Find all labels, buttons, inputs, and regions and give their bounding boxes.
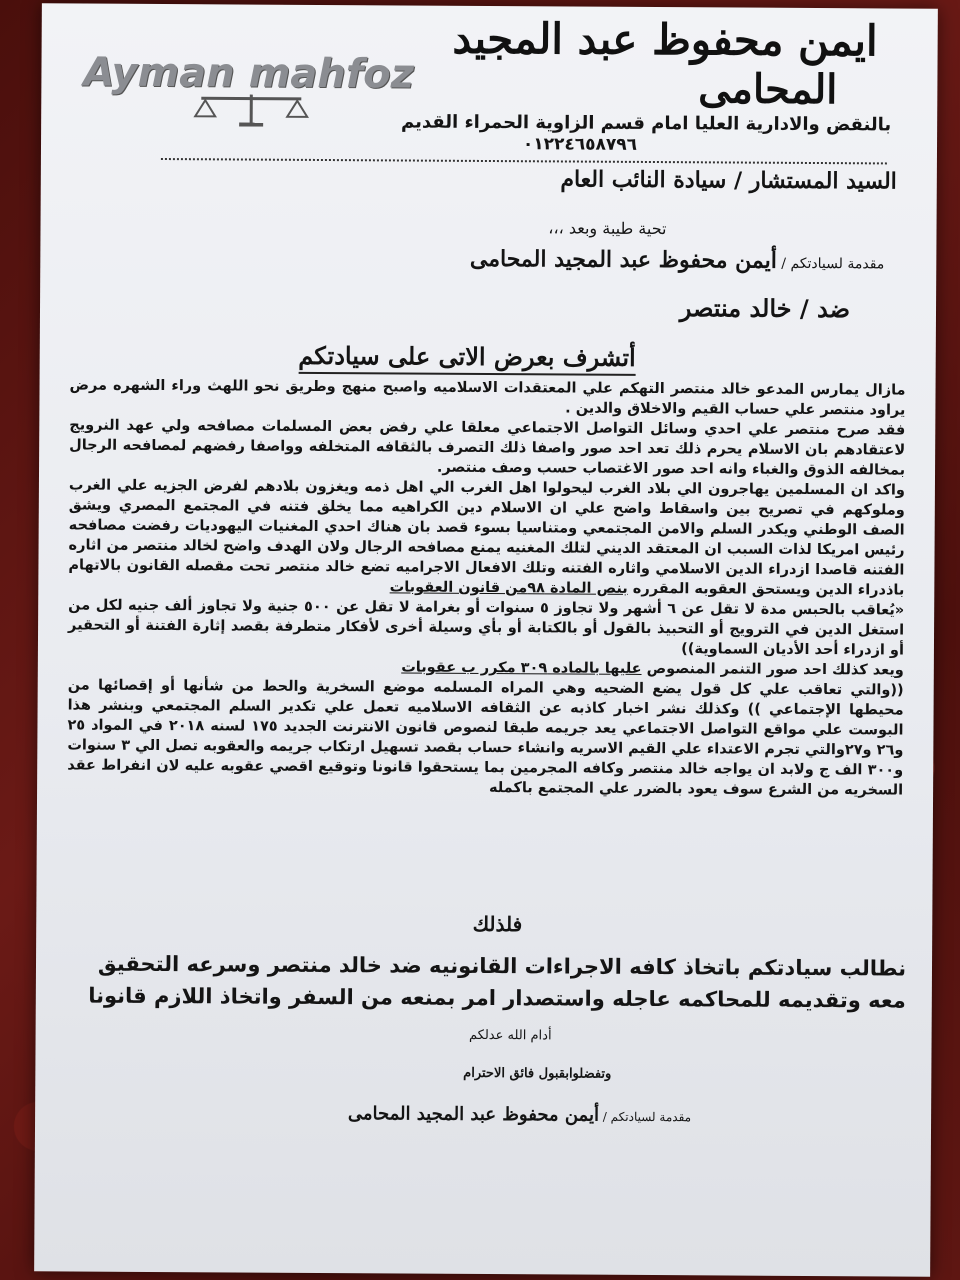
demand-paragraph: نطالب سيادتكم باتخاذ كافه الاجراءات القانونيه ضد خالد منتصر وسرعه التحقيق معه وتقديمه للمحاكمه عاجله واستصدار امر بمنعه من السفر واتخاذ اللازم قانونا <box>88 951 907 1013</box>
body-paragraph: مازال يمارس المدعو خالد منتصر التهكم علي المعتقدات الاسلاميه واصبح منهج وطريق نحو اللهث وراء الشهره مرض يراود منتصر علي حساب القيم والاخلاق والدين . <box>69 377 906 419</box>
body-paragraph: ((والتي تعاقب علي كل قول يضع الضحيه وهي المراه المسلمه موضع السخرية والحط من شأنها أو إقصائها من محيطها الإجتماعي )) وكذلك نشر اخبار كاذبه عن الثقافه الاسلاميه تعمل علي تكدير السلم المجتمعي وبنشر هذا البوست علي مواقع التواصل الاجتماعي يعد جريمه طبقا لنصوص قانون الانترنت الجديد ١٧٥ لسنه ٢٠١٨ في المواد ٢٥ و٢٦ و٢٧والتي تجرم الاعتداء علي القيم الاسريه وانشاء حساب بقصد تسهيل ارتكاب جريمه والعقوبه تصل الي ٣ سنوات و٣٠٠ الف ج ولابد ان يواجه خالد منتصر وكافه المجرمين بما يستحقوا قانونا وتوقيع اقصي عقوبه عليه لان انفراط عقد السخريه من الشرع سوف يعود بالضرر علي المجتمع باكمله <box>67 677 904 799</box>
therefore-heading: فلذلك <box>472 911 523 937</box>
complaint-body <box>67 375 906 800</box>
law-article-ref: بنص المادة ٩٨من قانون العقوبات <box>389 579 628 597</box>
submitter-name: أيمن محفوظ عبد المجيد المحامى <box>469 245 777 274</box>
logo-text: Ayman mahfoz <box>83 49 415 98</box>
closing-respect: وتفضلوابقبول فائق الاحترام <box>463 1065 612 1082</box>
lawyer-subtitle: بالنقض والادارية العليا امام قسم الزاوية الحمراء القديم <box>401 111 892 136</box>
greeting-line: تحية طيبة وبعد ،،، <box>548 218 667 239</box>
signature-name: أيمن محفوظ عبد المجيد المحامى <box>347 1103 600 1126</box>
submitter-prefix: مقدمة لسيادتكم / <box>781 255 885 273</box>
body-text: ويعد كذلك احد صور التنمر المنصوص <box>646 660 904 679</box>
body-paragraph: فقد صرح منتصر علي احدي وسائل التواصل الاجتماعي معلقا علي رفض بعض المسلمات مصافحه ولي عهد النرويج لاعتقادهم بان الاسلام يحرم ذلك تعد احد صور واصفا ذلك التصرف بالثقافه المتخلفه وواصفا رفضهم لمصافحه الرجال بمخالفه الذوق والغباء وانه احد صور الاغتصاب حسب وصف منتصر. <box>69 417 906 479</box>
defendant-line: ضد / خالد منتصر <box>679 293 851 324</box>
body-paragraph <box>68 475 905 600</box>
honor-heading: أتشرف بعرض الاتى على سيادتكم <box>298 341 636 376</box>
legal-document <box>34 3 938 1276</box>
law-quote: «يُعاقب بالحبس مدة لا تقل عن ٦ أشهر ولا تجاوز ٥ سنوات أو بغرامة لا تقل عن ٥٠٠ جنية ولا تجاوز ألف جنيه لكل من استغل الدين في الترويج أو التحبيذ بالقول أو بالكتابة أو بأي وسيلة أخرى لأفكار متطرفة بقصد إثارة الفتنة أو التحقير أو ازدراء أحد الأديان السماوية)) <box>68 597 905 659</box>
scales-of-justice-icon <box>191 92 311 127</box>
submitter-line <box>470 246 885 275</box>
signature-line <box>348 1103 691 1126</box>
signature-prefix: مقدمة لسيادتكم / <box>602 1109 692 1125</box>
header-divider <box>161 158 887 164</box>
phone-number: ٠١٢٢٤٦٥٨٧٩٦ <box>522 134 638 155</box>
addressee-line: السيد المستشار / سيادة النائب العام <box>560 166 897 195</box>
body-text: واكد ان المسلمين يهاجرون الي بلاد الغرب ليحولوا اهل الغرب الي اهل ذمه ويغزون بلادهم لفرض الجزيه علي الغرب وملوكهم في تصريح بين واسقاط واضح علي ان الاسلام دين الكراهيه مما يخلق فتنه في المجتمع المصري ويشق الصف الوطني ويكدر السلم والامن المجتمعي ومتناسيا بسوء قصد بان هناك احدي المغنيات اليهوديات رفضت مصافحه رئيس امريكا لذات السبب ان المعتقد الديني لتلك المغنيه يمنع مصافحه الرجال ولان الهدف واضح لخالد منتصر من اثاره الفتنه قاصدا ازدراء الدين الاسلامي واثاره الفتنه وتلك الافعال الاجراميه تضع خالد منتصر تحت مقصله القانون بالاتهام باذدراء الدين ويستحق العقوبه المقرره <box>68 477 905 599</box>
law-article-ref: عليها بالماده ٣٠٩ مكرر ب عقوبات <box>401 659 642 677</box>
closing-blessing: أدام الله عدلكم <box>468 1027 552 1044</box>
lawyer-name-heading: ايمن محفوظ عبد المجيد <box>452 13 878 66</box>
lawyer-title-heading: المحامى <box>698 65 838 114</box>
